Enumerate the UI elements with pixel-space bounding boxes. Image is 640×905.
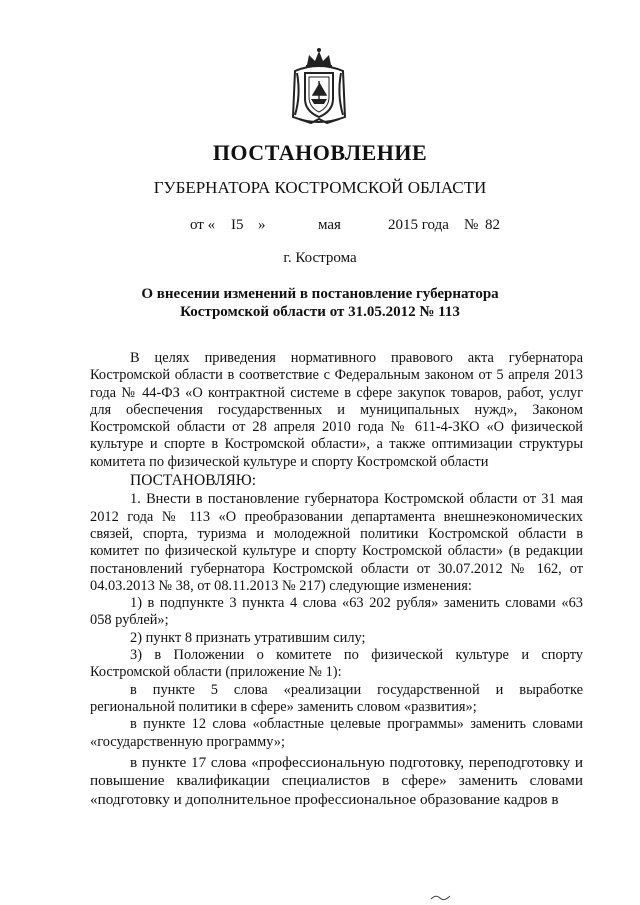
subitem-3-paragraph: 3) в Положении о комитете по физической культуре и спорту Костромской области (приложение № 1): (90, 647, 583, 681)
document-number: 82 (485, 217, 500, 233)
preamble-paragraph: В целях приведения нормативного правового акта губернатора Костромской области в соответствие с Федеральным законом от 5 апреля 2013 года № 44-ФЗ «О контрактной системе в сфере закупок товаров, работ, услуг для обеспечения государственных и муниципальных нужд», Законом Костромской области от 28 апреля 2010 года № 611-4-ЗКО «О физической культуре и спорте в Костромской области», а также оптимизации структуры комитета по физической культуре и спорту Костромской области (90, 350, 583, 470)
point-5-paragraph: в пункте 5 слова «реализации государственной и выработке региональной политики в сфере» заменить словом «развития»; (90, 681, 583, 715)
decree-word: ПОСТАНОВЛЯЮ: (130, 472, 257, 490)
date-month: мая (318, 217, 341, 233)
subitem-2-paragraph: 2) пункт 8 признать утратившим силу; (130, 629, 366, 646)
heading-line-1: О внесении изменений в постановление губернатора (141, 286, 499, 302)
document-title: ПОСТАНОВЛЕНИЕ (212, 140, 428, 165)
document-heading (0, 285, 640, 321)
issuer-name: ГУБЕРНАТОРА КОСТРОМСКОЙ ОБЛАСТИ (153, 178, 487, 197)
date-close: » (258, 217, 266, 233)
number-sign: № (464, 217, 479, 233)
date-day: I5 (231, 217, 244, 233)
heading-line-2: Костромской области от 31.05.2012 № 113 (180, 304, 460, 320)
point-17-paragraph: в пункте 17 слова «профессиональную подготовку, переподготовку и повышение квалификации специалистов в сфере» заменить словами «подготовку и дополнительное профессиональное образование кадров в (90, 753, 583, 808)
city: г. Кострома (283, 250, 357, 266)
item-1-paragraph: 1. Внести в постановление губернатора Костромской области от 31 мая 2012 года № 113 «О преобразовании департамента внешнеэкономических связей, спорта, туризма и молодежной политики Костромской области в комитет по физической культуре и спорту Костромской области» (в редакции постановлений губернатора Костромской области от 30.07.2012 № 162, от 04.03.2013 № 38, от 08.11.2013 № 217) следующие изменения: (90, 491, 583, 594)
point-12-paragraph: в пункте 12 слова «областные целевые программы» заменить словами «государственную программу»; (90, 716, 583, 750)
coat-of-arms-icon (289, 47, 349, 127)
document-body (90, 350, 583, 809)
subitem-1-paragraph: 1) в подпункте 3 пункта 4 слова «63 202 рубля» заменить словами «63 058 рублей»; (90, 595, 583, 629)
date-from: от « (190, 217, 216, 233)
date-year: 2015 года (388, 217, 449, 233)
signature-mark (430, 893, 452, 901)
